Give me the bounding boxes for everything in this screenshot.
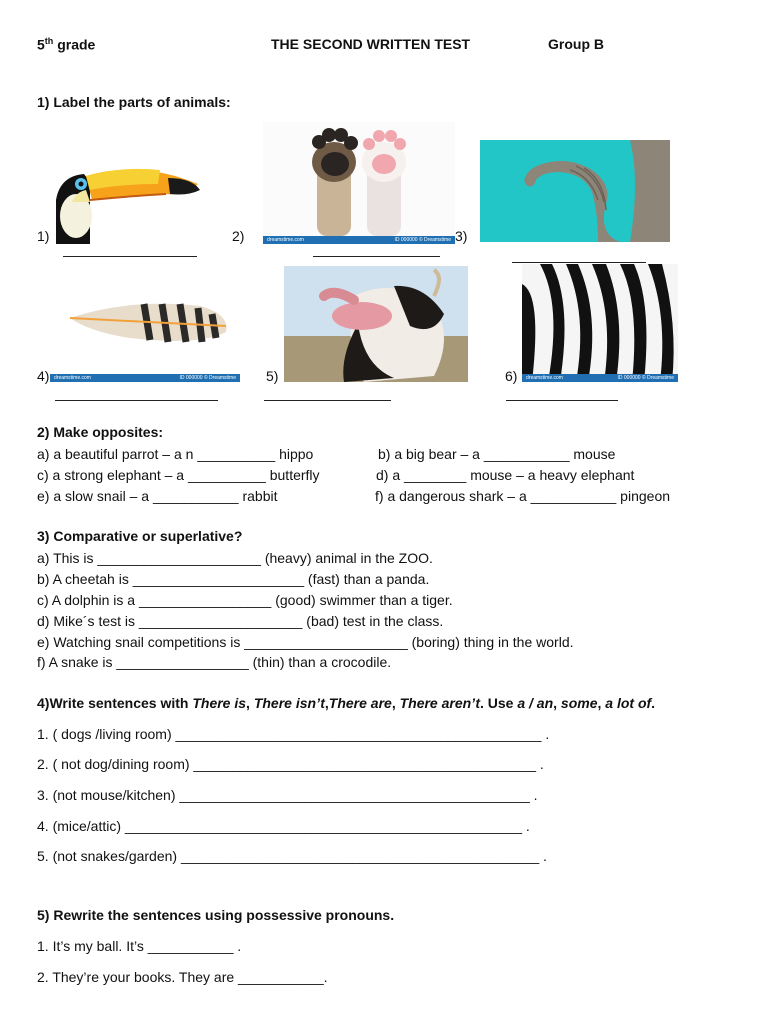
s4-sep: , <box>391 695 400 711</box>
opposite-d: d) a ________ mouse – a heavy elephant <box>376 467 635 483</box>
sentence-3: 3. (not mouse/kitchen) _____________________________________________ . <box>37 787 538 803</box>
s4-keyword: a lot of <box>605 695 652 711</box>
s4-sep: , <box>246 695 254 711</box>
feather-image <box>50 270 240 382</box>
paws-image <box>263 122 455 244</box>
sentence-4: 4. (mice/attic) ___________________________________________________ . <box>37 818 530 834</box>
opposite-f: f) a dangerous shark – a ___________ pingeon <box>375 488 671 504</box>
opposite-c: c) a strong elephant – a __________ butterfly <box>37 467 320 483</box>
label-4: 4) <box>37 368 50 384</box>
watermark-id: ID 000000 © Dreamstime <box>394 237 451 243</box>
section5-title: 5) Rewrite the sentences using possessive pronouns. <box>37 907 395 923</box>
label-1: 1) <box>37 228 50 244</box>
watermark-id: ID 000000 © Dreamstime <box>617 375 674 381</box>
s4-title-part: . Use <box>479 695 518 711</box>
comparative-c: c) A dolphin is a _________________ (good) swimmer than a tiger. <box>37 592 453 608</box>
s4-keyword: some <box>560 695 598 711</box>
possessive-2: 2. They’re your books. They are ___________. <box>37 969 328 985</box>
zebra-image <box>522 264 678 382</box>
section2-title: 2) Make opposites: <box>37 424 164 440</box>
answer-line-3[interactable] <box>512 262 646 263</box>
answer-line-2[interactable] <box>313 256 440 257</box>
label-6: 6) <box>505 368 518 384</box>
opposite-b: b) a big bear – a ___________ mouse <box>378 446 616 462</box>
watermark-text: dreamstime.com <box>54 375 91 381</box>
s4-title-part: 4)Write sentences with <box>37 695 193 711</box>
possessive-1: 1. It’s my ball. It’s ___________ . <box>37 938 242 954</box>
watermark-id: ID 000000 © Dreamstime <box>179 375 236 381</box>
label-3: 3) <box>455 228 468 244</box>
s4-sep: , <box>324 695 329 711</box>
comparative-a: a) This is _____________________ (heavy) animal in the ZOO. <box>37 550 433 566</box>
s4-keyword: a / an <box>517 695 554 711</box>
trunk-icon <box>480 140 670 242</box>
label-5: 5) <box>266 368 279 384</box>
grade-number: 5 <box>37 36 45 53</box>
s4-keyword: There are <box>328 695 392 711</box>
s4-sep: , <box>553 695 561 711</box>
watermark-text: dreamstime.com <box>267 237 304 243</box>
watermark-bar <box>263 236 455 244</box>
trunk-image <box>480 140 670 242</box>
s4-keyword: There isn’t <box>253 695 325 711</box>
zebra-icon <box>522 264 678 382</box>
comparative-f: f) A snake is _________________ (thin) than a crocodile. <box>37 654 392 670</box>
comparative-d: d) Mike´s test is _____________________ (bad) test in the class. <box>37 613 444 629</box>
toucan-icon <box>50 162 208 244</box>
section1-title: 1) Label the parts of animals: <box>37 94 231 110</box>
paw-icon <box>263 122 455 244</box>
section3-title: 3) Comparative or superlative? <box>37 528 243 544</box>
answer-line-4[interactable] <box>55 400 218 401</box>
label-2: 2) <box>232 228 245 244</box>
comparative-b: b) A cheetah is ______________________ (fast) than a panda. <box>37 571 430 587</box>
grade-label <box>37 36 95 53</box>
s4-sep: , <box>597 695 606 711</box>
answer-line-1[interactable] <box>63 256 197 257</box>
s4-sep: . <box>651 695 656 711</box>
s4-keyword: There is <box>192 695 247 711</box>
answer-line-6[interactable] <box>506 400 618 401</box>
group-label: Group B <box>548 36 604 52</box>
sentence-5: 5. (not snakes/garden) ______________________________________________ . <box>37 848 547 864</box>
answer-line-5[interactable] <box>264 400 391 401</box>
opposite-a: a) a beautiful parrot – a n __________ hippo <box>37 446 314 462</box>
grade-superscript: th <box>44 36 54 46</box>
sentence-2: 2. ( not dog/dining room) ____________________________________________ . <box>37 756 544 772</box>
feather-icon <box>50 270 240 382</box>
watermark-bar <box>50 374 240 382</box>
cow-icon <box>284 266 468 382</box>
opposite-e: e) a slow snail – a ___________ rabbit <box>37 488 278 504</box>
cow-image <box>284 266 468 382</box>
grade-word: grade <box>57 36 96 53</box>
watermark-bar <box>522 374 678 382</box>
test-title: THE SECOND WRITTEN TEST <box>271 36 471 52</box>
toucan-image <box>50 162 208 244</box>
sentence-1: 1. ( dogs /living room) _______________________________________________ . <box>37 726 550 742</box>
section4-title <box>37 695 655 711</box>
comparative-e: e) Watching snail competitions is _____________________ (boring) thing in the world. <box>37 634 574 650</box>
watermark-text: dreamstime.com <box>526 375 563 381</box>
s4-keyword: There aren’t <box>399 695 480 711</box>
